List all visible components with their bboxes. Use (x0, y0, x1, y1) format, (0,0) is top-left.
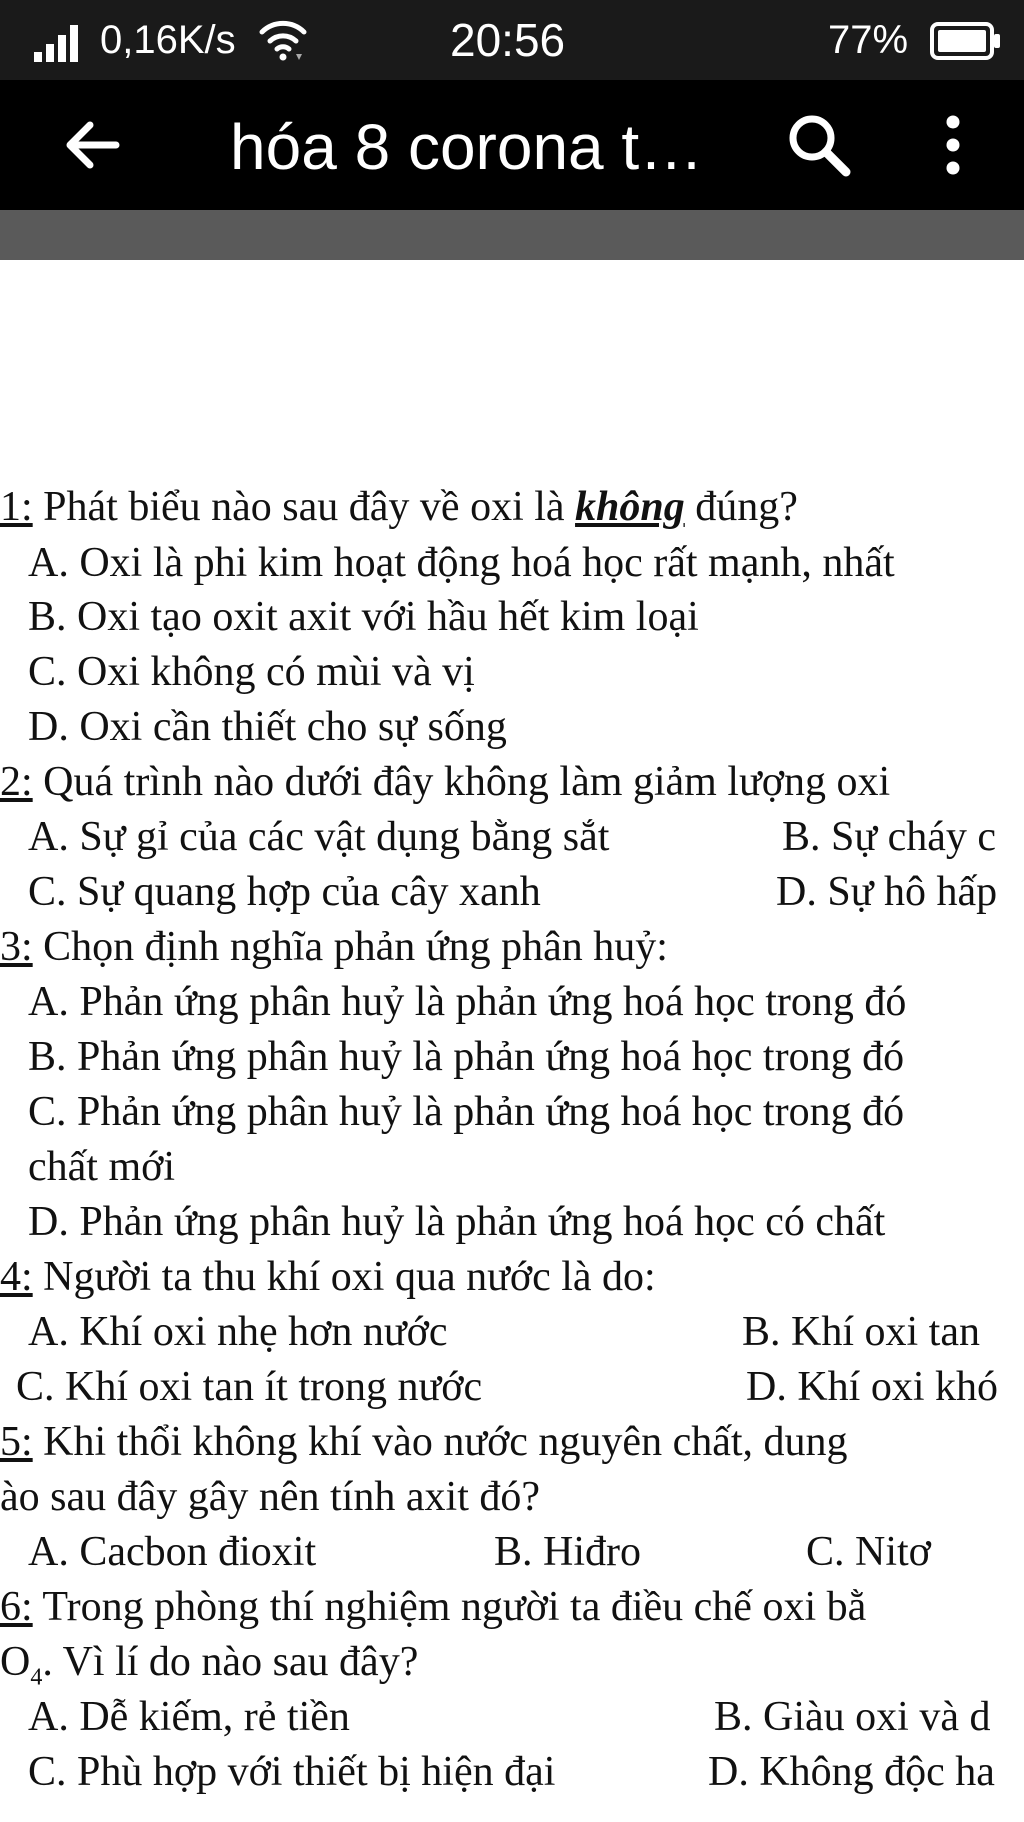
question-3-option-c-continued: chất mới (28, 1144, 175, 1190)
question-4-option-c: C. Khí oxi tan ít trong nước (16, 1364, 483, 1410)
question-4-option-b: B. Khí oxi tan (742, 1309, 980, 1355)
clock-time: 20:56 (450, 14, 566, 66)
question-6-option-a: A. Dễ kiếm, rẻ tiền (28, 1694, 350, 1740)
app-bar (0, 80, 1024, 210)
question-1: 1: Phát biểu nào sau đây về oxi là không đúng? (0, 484, 798, 530)
question-4-option-a: A. Khí oxi nhẹ hơn nước (28, 1309, 448, 1355)
question-3: 3: Chọn định nghĩa phản ứng phân huỷ: (0, 924, 668, 970)
signal-icon (34, 22, 80, 62)
back-arrow-icon[interactable] (60, 112, 126, 178)
question-6-option-c: C. Phù hợp với thiết bị hiện đại (28, 1749, 556, 1795)
question-6-option-d: D. Không độc ha (708, 1749, 995, 1795)
question-3-option-c: C. Phản ứng phân huỷ là phản ứng hoá học trong đó (28, 1089, 905, 1135)
status-bar (0, 0, 1024, 80)
question-3-option-b: B. Phản ứng phân huỷ là phản ứng hoá học trong đó (28, 1034, 905, 1080)
question-2: 2: Quá trình nào dưới đây không làm giảm lượng oxi (0, 759, 891, 805)
question-1-option-a: A. Oxi là phi kim hoạt động hoá học rất mạnh, nhất (28, 540, 895, 586)
question-4: 4: Người ta thu khí oxi qua nước là do: (0, 1254, 656, 1300)
question-2-option-d: D. Sự hô hấp (776, 869, 998, 915)
question-6-option-b: B. Giàu oxi và d (714, 1694, 991, 1740)
question-5-option-b: B. Hiđro (494, 1529, 641, 1575)
network-speed: 0,16K/s (100, 18, 236, 62)
question-3-option-a: A. Phản ứng phân huỷ là phản ứng hoá học trong đó (28, 979, 907, 1025)
battery-percent: 77% (828, 18, 909, 62)
question-6: 6: Trong phòng thí nghiệm người ta điều chế oxi bằ (0, 1584, 867, 1630)
question-4-option-d: D. Khí oxi khó (746, 1364, 998, 1410)
wifi-icon (258, 16, 308, 64)
question-1-option-d: D. Oxi cần thiết cho sự sống (28, 704, 507, 750)
question-1-option-c: C. Oxi không có mùi và vị (28, 649, 475, 695)
question-2-option-b: B. Sự cháy c (782, 814, 997, 860)
question-6-continued: $O_4$. Vì lí do nào sau đây? (0, 1639, 419, 1691)
search-icon[interactable] (784, 110, 854, 180)
question-1-option-b: B. Oxi tạo oxit axit với hầu hết kim loại (28, 594, 699, 640)
question-5-option-a: A. Cacbon đioxit (28, 1529, 317, 1575)
question-5-continued: ào sau đây gây nên tính axit đó? (0, 1474, 541, 1520)
document-page[interactable] (0, 260, 1024, 1822)
question-3-option-d: D. Phản ứng phân huỷ là phản ứng hoá học có chất (28, 1199, 886, 1245)
toolbar-shadow-strip (0, 210, 1024, 260)
question-2-option-a: A. Sự gỉ của các vật dụng bằng sắt (28, 814, 610, 860)
question-5: 5: Khi thổi không khí vào nước nguyên chất, dung (0, 1419, 848, 1465)
more-vert-icon[interactable] (928, 110, 978, 180)
battery-icon (930, 22, 1002, 60)
document-title: hóa 8 corona t… (230, 111, 704, 183)
question-2-option-c: C. Sự quang hợp của cây xanh (28, 869, 541, 915)
question-5-option-c: C. Nitơ (806, 1529, 931, 1575)
